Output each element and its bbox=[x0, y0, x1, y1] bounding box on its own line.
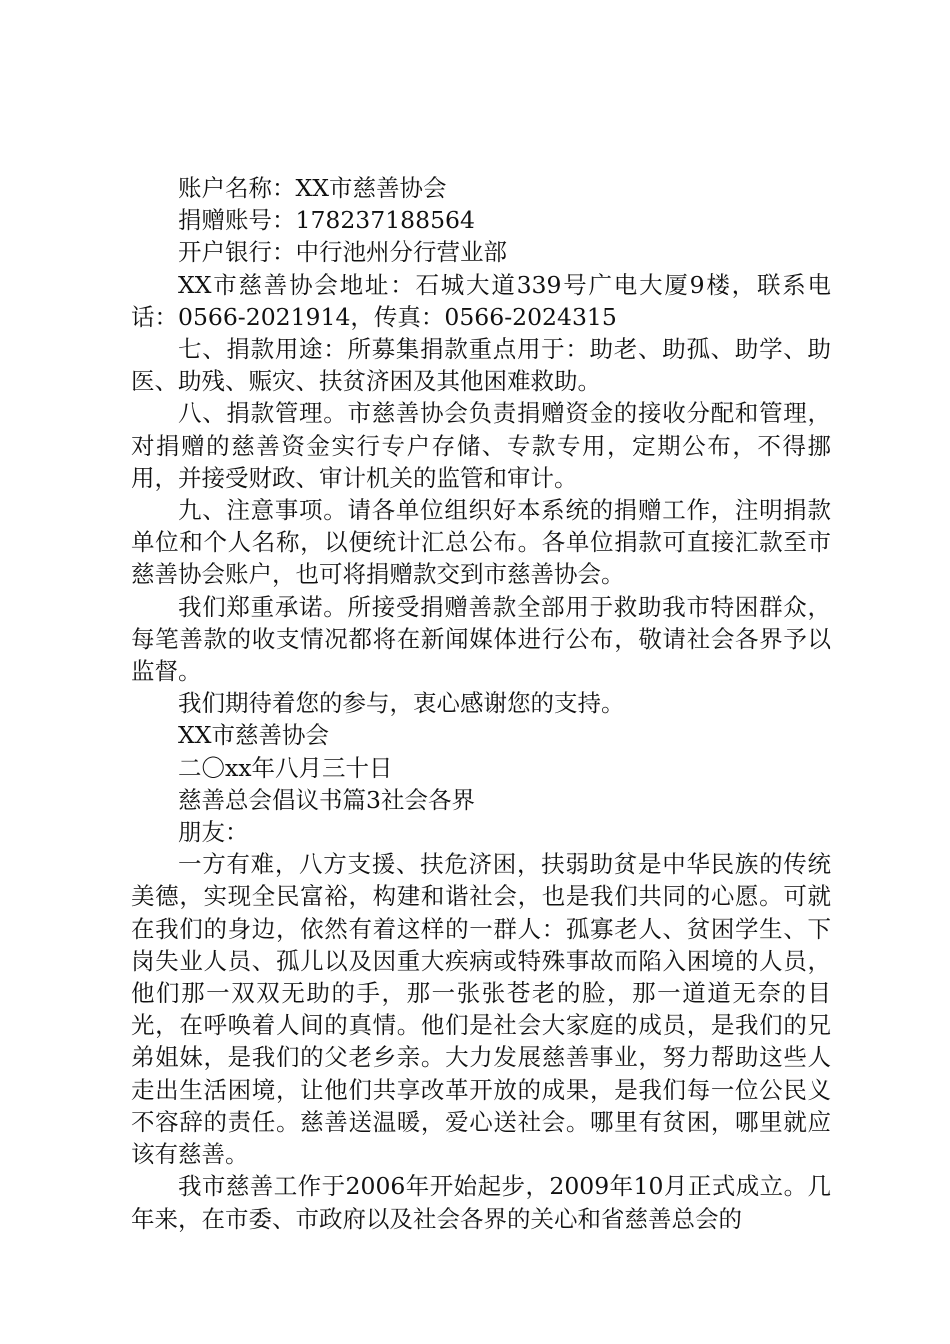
paragraph-address: XX市慈善协会地址：石城大道339号广电大厦9楼，联系电话：0566-2021914，传真：0566-2024315 bbox=[131, 270, 831, 331]
paragraph-donation-use: 七、捐款用途：所募集捐款重点用于：助老、助孤、助学、助医、助残、赈灾、扶贫济困及其他困难救助。 bbox=[131, 335, 831, 396]
paragraph-account-number: 捐赠账号：178237188564 bbox=[178, 206, 475, 235]
paragraph-commitment: 我们郑重承诺。所接受捐赠善款全部用于救助我市特困群众，每笔善款的收支情况都将在新闻媒体进行公布，敬请社会各界予以监督。 bbox=[131, 592, 831, 686]
document-body bbox=[131, 172, 831, 1235]
paragraph-history: 我市慈善工作于2006年开始起步，2009年10月正式成立。几年来，在市委、市政府以及社会各界的关心和省慈善总会的 bbox=[131, 1172, 831, 1233]
paragraph-bank: 开户银行：中行池州分行营业部 bbox=[178, 238, 507, 267]
paragraph-appeal: 一方有难，八方支援、扶危济困，扶弱助贫是中华民族的传统美德，实现全民富裕，构建和谐社会，也是我们共同的心愿。可就在我们的身边，依然有着这样的一群人：孤寡老人、贫困学生、下岗失业人员、孤儿以及因重大疾病或特殊事故而陷入困境的人员，他们那一双双无助的手，那一张张苍老的脸，那一道道无奈的目光，在呼唤着人间的真情。他们是社会大家庭的成员，是我们的兄弟姐妹，是我们的父老乡亲。大力发展慈善事业，努力帮助这些人走出生活困境，让他们共享改革开放的成果，是我们每一位公民义不容辞的责任。慈善送温暖，爱心送社会。哪里有贫困，哪里就应该有慈善。 bbox=[131, 850, 831, 1169]
paragraph-signature-org: XX市慈善协会 bbox=[178, 721, 329, 750]
paragraph-donation-management: 八、捐款管理。市慈善协会负责捐赠资金的接收分配和管理，对捐赠的慈善资金实行专户存储、专款专用，定期公布，不得挪用，并接受财政、审计机关的监管和审计。 bbox=[131, 399, 831, 492]
paragraph-signature-date: 二〇xx年八月三十日 bbox=[178, 753, 393, 782]
paragraph-account-name: 账户名称：XX市慈善协会 bbox=[178, 174, 447, 202]
paragraph-thanks: 我们期待着您的参与，衷心感谢您的支持。 bbox=[178, 689, 625, 718]
paragraph-salutation: 朋友： bbox=[178, 818, 249, 847]
paragraph-notes: 九、注意事项。请各单位组织好本系统的捐赠工作，注明捐款单位和个人名称，以便统计汇总公布。各单位捐款可直接汇款至市慈善协会账户，也可将捐赠款交到市慈善协会。 bbox=[131, 496, 831, 589]
paragraph-section-title: 慈善总会倡议书篇3社会各界 bbox=[178, 785, 475, 814]
